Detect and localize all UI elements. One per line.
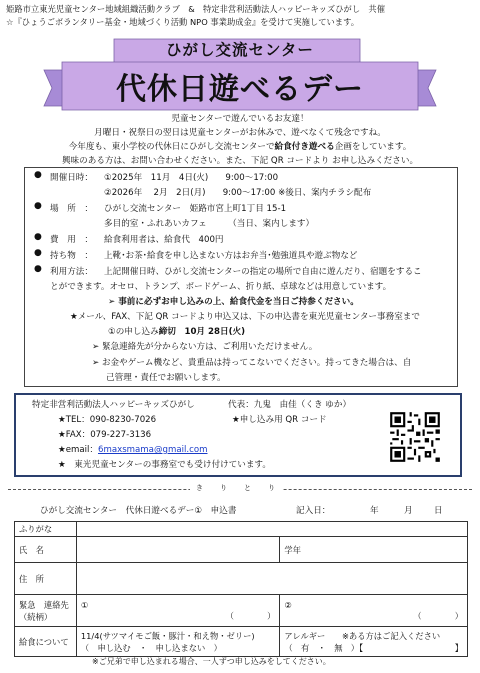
apply-deadline [108,325,245,337]
intro-line4: 興味のある方は、お問い合わせください。また、下記 QR コードより お申し込みください。 [61,156,419,166]
application-form [14,521,468,657]
emergency-note-text: 緊急連絡先が分からない方は、ご利用いただけません。 [101,342,318,352]
office-note: ★ 東光児童センターの事務室でも受け付けています。 [58,460,271,470]
address-field[interactable] [76,563,467,595]
intro-line3 [0,140,480,152]
arrow-icon: ➢ [92,358,102,368]
name-label: 氏 名 [15,537,77,563]
place-2: 多目的室・ふれあいカフェ （当日、案内します） [104,219,315,229]
emergency-label-2: （続柄） [19,611,53,622]
form-date-label: 記入日： [296,506,331,516]
emergency-label [15,595,77,627]
apply-method: ★メール、FAX、下記 QR コードより申込又は、下の申込書を東光児童センター事務室まで [70,312,420,322]
bullet-icon: ● [34,232,42,242]
emergency-label-1: 緊急 連絡先 [19,599,69,610]
emergency-num-1: ① [80,599,89,610]
valuables-note-2: 己管理・責任でお願いします。 [106,373,226,383]
banner-title: 代休日遊べるデー [116,72,364,107]
lunch-choice[interactable] [76,627,280,657]
allergy-choice: （ 有 ・ 無 ）【 [284,642,364,653]
arrow-icon: ➢ [108,297,119,307]
intro-line3a: 今年度も、東小学校の代休日にひがし交流センターで [68,142,275,152]
valuables-text-1: お金やゲーム機など、貴重品は持ってこないでください。持ってきた場合は、自 [101,358,412,368]
lunch-menu: 11/4(サツマイモご飯・豚汁・和え物・ゼリー) [80,630,255,641]
form-year: 年 [370,506,379,516]
fee-label: 費 用 ： [50,235,93,245]
allergy-label: アレルギー [284,630,326,641]
address-label: 住 所 [15,563,77,595]
intro-line2: 月曜日・祝祭日の翌日は児童センターがお休みで、遊べなくて残念ですね。 [94,128,386,138]
items-label: 持ち物 ： [50,251,93,261]
date-label: 開催日時： [50,173,93,183]
emergency-field-2[interactable] [280,595,468,627]
email-label: ★email： [58,445,98,455]
usage-1: 上記開催日時、ひがし交流センターの指定の場所で自由に遊んだり、宿題をするこ [104,267,422,277]
deadline-date: 締切 10月 28日(火) [158,327,246,337]
furigana-label: ふりがな [15,522,77,537]
advance-notice [108,295,359,307]
place-label: 場 所 ： [50,204,93,214]
form-title: ひがし交流センター 代休日遊べるデー① 申込書 [40,506,237,516]
furigana-field[interactable] [76,522,467,537]
relation-field-1: （ ） [225,610,276,621]
place-1: ひがし交流センター 姫路市宮上町1丁目 15-1 [104,204,287,214]
arrow-icon: ➢ [92,342,102,352]
emergency-field-1[interactable] [76,595,280,627]
relation-field-2: （ ） [413,610,463,621]
bullet-icon: ● [34,264,42,274]
lunch-label: 給食について [15,627,77,657]
lunch-options: （ 申し込む ・ 申し込まない ） [80,642,222,653]
contact-fax: ★FAX：079-227-3136 [58,430,152,440]
header-grant: ☆『ひょうごボランタリー基金・地域づくり活動 NPO 事業助成金』を受けて実施しています。 [6,17,360,27]
bullet-icon: ● [34,248,42,258]
emergency-note [92,340,317,352]
date-1: ①2025年 11月 4日(火) 9:00～17:00 [104,173,279,183]
allergy-field[interactable] [280,627,468,657]
header-sponsors: 姫路市立東光児童センター地域組織活動クラブ & 特定非営利活動法人ハッピーキッズひがし 共催 [6,4,386,14]
cut-label: き り と り [190,483,282,493]
form-footnote: ※ご兄弟で申し込まれる場合、一人ずつ申し込みをしてください。 [92,657,331,666]
intro-greeting: 児童センターで遊んでいるお友達！ [171,114,309,124]
advance-notice-text: 事前に必ずお申し込みの上、給食代金を当日ご持参ください。 [118,297,359,307]
contact-email [58,443,208,455]
date-2: ②2026年 2月 2日(月) 9:00～17:00 ※後日、案内チラシ配布 [104,188,372,198]
apply-deadline-prefix: ①の申し込み [108,327,159,337]
intro-line3-bold: 給食付き遊べる [274,142,335,152]
organization-name: 特定非営利活動法人ハッピーキッズひがし [32,400,195,410]
intro-line3c: 企画をしています。 [334,142,412,152]
qr-label: ★申し込み用 QR コード [232,415,327,425]
qr-code[interactable] [388,410,442,464]
grade-label: 学年 [280,537,332,563]
representative: 代表：九鬼 由佳（くき ゆか） [228,400,352,410]
bullet-icon: ● [34,201,42,211]
info-box [24,167,458,387]
items-value: 上靴･お茶･給食を申し込まない方はお弁当･勉強道具や遊ぶ物など [104,251,358,261]
grade-field[interactable] [332,537,468,563]
form-month: 月 [404,506,413,516]
usage-label: 利用方法： [50,267,93,277]
form-day: 日 [434,506,443,516]
banner-subtitle: ひがし交流センター [166,41,314,59]
bullet-icon: ● [34,170,42,180]
fee-value: 給食利用者は、給食代 400円 [104,235,224,245]
allergy-note: ※ある方はご記入ください [341,630,441,641]
contact-tel: ★TEL：090-8230-7026 [58,415,157,425]
emergency-num-2: ② [284,599,292,610]
valuables-note [92,356,411,368]
name-field[interactable] [76,537,280,563]
allergy-bracket-close: 】 [454,642,463,653]
usage-2: とができます。オセロ、トランプ、ボードゲーム、折り紙、卓球などは用意しています。 [50,282,392,292]
email-link[interactable]: 6maxsmama@gmail.com [98,445,208,455]
